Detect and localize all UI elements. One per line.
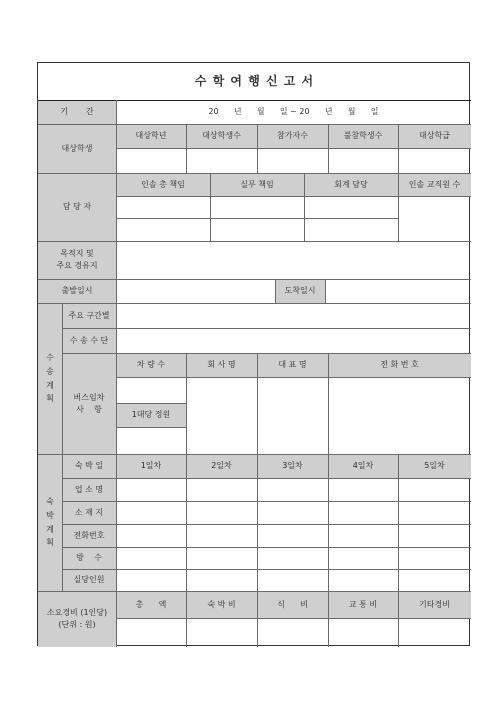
day-5-header: 5일차 bbox=[424, 461, 445, 471]
phone-number-header: 전 화 번 호 bbox=[380, 360, 419, 370]
transport-means-label: 수 송 수 단 bbox=[69, 335, 109, 345]
company-name-header: 회 사 명 bbox=[207, 360, 236, 370]
row-line bbox=[62, 478, 471, 479]
form-title: 수 학 여 행 신 고 서 bbox=[194, 73, 315, 88]
transport-cost-header: 교 통 비 bbox=[348, 599, 378, 609]
trip-report-form bbox=[37, 62, 470, 646]
lodging-cost-header: 숙 박 비 bbox=[207, 599, 236, 609]
lodging-phone-label: 전화번호 bbox=[73, 530, 105, 540]
arrival-label: 도착일시 bbox=[284, 286, 316, 296]
target-count-header: 대상학생수 bbox=[202, 131, 241, 141]
row-line bbox=[116, 148, 471, 149]
col-line bbox=[325, 279, 326, 303]
period-label: 기 간 bbox=[60, 107, 94, 117]
day-2-header: 2일차 bbox=[211, 461, 232, 471]
row-line bbox=[62, 524, 471, 525]
row-line bbox=[62, 501, 471, 502]
other-cost-header: 기타경비 bbox=[419, 599, 450, 609]
participants-header: 참가자수 bbox=[277, 131, 308, 141]
row-line bbox=[116, 427, 186, 428]
period-value[interactable]: 20 년 월 일 ~ 20 년 월 일 bbox=[208, 107, 379, 117]
row-line bbox=[62, 547, 471, 548]
accounting-header: 회계 담당 bbox=[334, 179, 368, 189]
day-1-header: 1일차 bbox=[140, 461, 162, 471]
target-class-header: 대상학급 bbox=[419, 131, 450, 141]
day-4-header: 4일차 bbox=[352, 461, 374, 471]
bus-rental-label: 버스임차 사 항 bbox=[73, 392, 105, 414]
practical-leader-header: 실무 책임 bbox=[240, 179, 274, 189]
persons-per-room-label: 실당인원 bbox=[73, 575, 105, 585]
capacity-label: 1대당 정원 bbox=[131, 410, 171, 420]
business-name-label: 업 소 명 bbox=[74, 484, 104, 494]
row-line bbox=[62, 328, 471, 329]
staff-label: 담 당 자 bbox=[62, 202, 92, 212]
absentees-header: 불참학생수 bbox=[343, 131, 383, 141]
destination-label: 목적지 및 주요 경유지 bbox=[56, 249, 98, 270]
transport-plan-label: 수 송 계 획 bbox=[46, 353, 54, 404]
room-count-label: 방 수 bbox=[76, 553, 102, 563]
target-students-label: 대상학생 bbox=[61, 143, 93, 153]
total-cost-header: 총 액 bbox=[135, 599, 167, 609]
row-line bbox=[116, 196, 471, 197]
staff-count-header: 인솔 교직원 수 bbox=[408, 179, 461, 189]
lodging-days-label: 숙 박 일 bbox=[74, 461, 104, 471]
target-grade-header: 대상학년 bbox=[135, 131, 167, 141]
day-3-header: 3일차 bbox=[282, 461, 303, 471]
row-line bbox=[116, 618, 471, 619]
location-label: 소 재 지 bbox=[74, 507, 104, 517]
cost-label: 소요경비 (1인당) (단위 : 원) bbox=[46, 608, 108, 629]
chief-leader-header: 인솔 총 책임 bbox=[141, 179, 185, 189]
departure-label: 출발일시 bbox=[61, 286, 93, 296]
meal-cost-header: 식 비 bbox=[277, 599, 308, 609]
row-line bbox=[116, 218, 398, 219]
row-line bbox=[116, 377, 471, 378]
row-line bbox=[62, 569, 471, 570]
main-section-label: 주요 구간별 bbox=[68, 310, 110, 320]
representative-header: 대 표 명 bbox=[278, 360, 307, 370]
vehicle-count-header: 차 량 수 bbox=[136, 360, 166, 370]
lodging-plan-label: 숙 박 계 획 bbox=[46, 497, 54, 548]
